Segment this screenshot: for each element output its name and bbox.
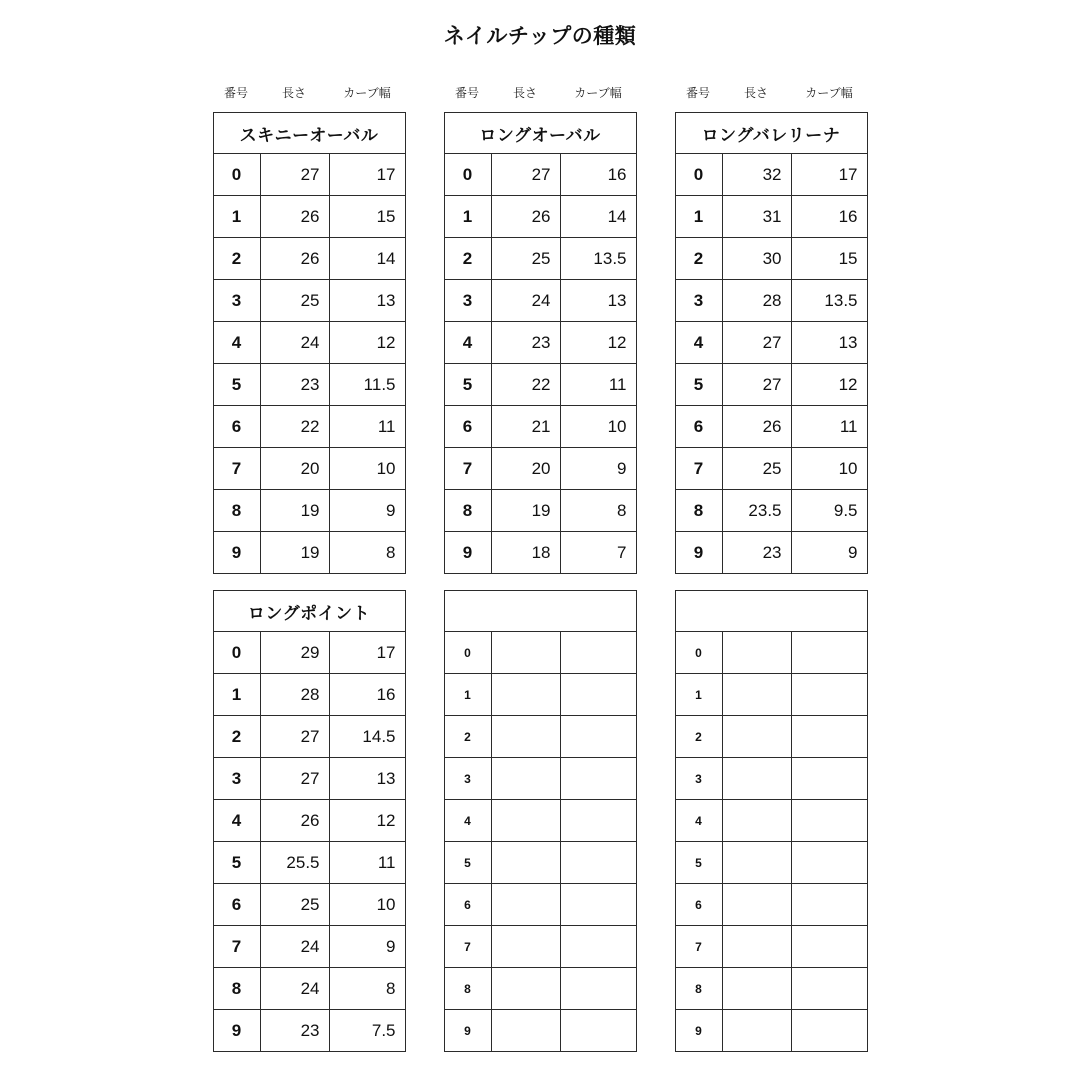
table-row <box>445 364 636 406</box>
length-cell: 25.5 <box>261 842 330 883</box>
length-cell: 24 <box>261 322 330 363</box>
length-cell <box>492 926 561 967</box>
table-row <box>445 884 636 926</box>
curve-width-cell: 17 <box>376 164 396 184</box>
length-cell <box>492 1010 561 1051</box>
row-number-cell: 9 <box>214 1010 261 1051</box>
curve-width-cell: 16 <box>607 164 627 184</box>
column-headers <box>213 86 406 100</box>
table-title: ロングポイント <box>213 590 406 632</box>
table-body <box>213 632 406 1052</box>
length-cell <box>723 674 792 715</box>
curve-width-cell: 13 <box>838 332 858 352</box>
header-curve-width: カーブ幅 <box>805 86 853 100</box>
length-cell <box>723 716 792 757</box>
length-cell: 22 <box>492 364 561 405</box>
row-number-cell: 0 <box>676 632 723 673</box>
length-cell <box>492 968 561 1009</box>
curve-width-cell: 8 <box>617 500 627 520</box>
curve-width-cell: 14 <box>376 248 396 268</box>
row-number-cell: 9 <box>445 1010 492 1051</box>
table-row <box>676 322 867 364</box>
table-row <box>445 406 636 448</box>
length-cell: 26 <box>261 196 330 237</box>
table-skinny-oval <box>213 112 406 574</box>
header-length: 長さ <box>281 86 306 100</box>
curve-width-cell <box>792 926 867 967</box>
row-number-cell: 7 <box>214 926 261 967</box>
table-row <box>676 674 867 716</box>
row-number-cell: 1 <box>214 674 261 715</box>
header-number: 番号 <box>223 86 248 100</box>
curve-width-cell: 15 <box>376 206 396 226</box>
header-curve-width: カーブ幅 <box>343 86 391 100</box>
length-cell <box>723 758 792 799</box>
table-row <box>214 926 405 968</box>
curve-width-cell <box>792 632 867 673</box>
curve-width-cell <box>792 716 867 757</box>
row-number-cell: 5 <box>676 364 723 405</box>
length-cell: 25 <box>723 448 792 489</box>
row-number-cell: 5 <box>445 842 492 883</box>
row-number-cell: 8 <box>214 968 261 1009</box>
table-row <box>445 800 636 842</box>
row-number-cell: 6 <box>445 406 492 447</box>
length-cell: 26 <box>261 800 330 841</box>
row-number-cell: 5 <box>445 364 492 405</box>
length-cell: 27 <box>723 364 792 405</box>
row-number-cell: 2 <box>676 238 723 279</box>
length-cell: 23.5 <box>723 490 792 531</box>
curve-width-cell: 11 <box>839 416 858 436</box>
row-number-cell: 8 <box>676 968 723 1009</box>
length-cell <box>723 842 792 883</box>
table-row <box>676 280 867 322</box>
table-row <box>676 532 867 573</box>
row-number-cell: 2 <box>214 716 261 757</box>
table-long-oval <box>444 112 637 574</box>
table-row <box>214 758 405 800</box>
length-cell: 20 <box>261 448 330 489</box>
curve-width-cell: 9 <box>386 500 396 520</box>
row-number-cell: 4 <box>214 800 261 841</box>
length-cell: 32 <box>723 154 792 195</box>
row-number-cell: 6 <box>676 884 723 925</box>
table-empty-2 <box>675 590 868 1052</box>
curve-width-cell <box>561 632 636 673</box>
row-number-cell: 7 <box>445 448 492 489</box>
table-row <box>676 884 867 926</box>
table-row <box>676 490 867 532</box>
column-headers <box>675 86 868 100</box>
length-cell: 19 <box>261 532 330 573</box>
header-length: 長さ <box>743 86 768 100</box>
curve-width-cell: 14 <box>607 206 627 226</box>
table-row <box>445 926 636 968</box>
table-row <box>445 842 636 884</box>
table-title: スキニーオーバル <box>213 112 406 154</box>
row-number-cell: 8 <box>445 490 492 531</box>
curve-width-cell: 9 <box>848 542 858 562</box>
table-row <box>214 196 405 238</box>
curve-width-cell <box>561 968 636 1009</box>
length-cell: 27 <box>261 716 330 757</box>
row-number-cell: 0 <box>445 632 492 673</box>
row-number-cell: 4 <box>676 322 723 363</box>
table-row <box>676 448 867 490</box>
table-column-3 <box>675 86 868 1052</box>
header-number: 番号 <box>454 86 479 100</box>
row-number-cell: 6 <box>214 884 261 925</box>
curve-width-cell <box>561 1010 636 1051</box>
length-cell <box>492 884 561 925</box>
length-cell <box>492 674 561 715</box>
table-row <box>676 842 867 884</box>
curve-width-cell: 8 <box>386 542 396 562</box>
curve-width-cell: 13 <box>376 290 396 310</box>
table-row <box>676 632 867 674</box>
table-row <box>445 716 636 758</box>
row-number-cell: 8 <box>676 490 723 531</box>
length-cell: 26 <box>261 238 330 279</box>
page-title: ネイルチップの種類 <box>443 25 637 48</box>
table-title <box>675 590 868 632</box>
curve-width-cell: 9.5 <box>833 500 858 520</box>
length-cell: 30 <box>723 238 792 279</box>
curve-width-cell: 16 <box>838 206 858 226</box>
table-row <box>676 1010 867 1051</box>
length-cell <box>723 926 792 967</box>
table-row <box>445 532 636 573</box>
header-length: 長さ <box>512 86 537 100</box>
row-number-cell: 2 <box>214 238 261 279</box>
table-row <box>676 196 867 238</box>
row-number-cell: 1 <box>445 196 492 237</box>
row-number-cell: 4 <box>445 800 492 841</box>
table-row <box>445 490 636 532</box>
length-cell: 21 <box>492 406 561 447</box>
curve-width-cell: 9 <box>617 458 627 478</box>
row-number-cell: 3 <box>676 280 723 321</box>
curve-width-cell: 10 <box>607 416 627 436</box>
curve-width-cell: 8 <box>386 978 396 998</box>
curve-width-cell: 10 <box>838 458 858 478</box>
length-cell <box>723 1010 792 1051</box>
curve-width-cell: 7 <box>617 542 627 562</box>
row-number-cell: 2 <box>676 716 723 757</box>
row-number-cell: 9 <box>445 532 492 573</box>
curve-width-cell <box>792 968 867 1009</box>
table-title: ロングオーバル <box>444 112 637 154</box>
row-number-cell: 7 <box>676 926 723 967</box>
table-row <box>214 490 405 532</box>
length-cell: 27 <box>492 154 561 195</box>
table-row <box>214 406 405 448</box>
row-number-cell: 6 <box>214 406 261 447</box>
table-row <box>676 800 867 842</box>
curve-width-cell: 12 <box>376 332 396 352</box>
row-number-cell: 1 <box>214 196 261 237</box>
curve-width-cell <box>561 842 636 883</box>
length-cell <box>492 800 561 841</box>
curve-width-cell: 11 <box>608 374 627 394</box>
row-number-cell: 3 <box>214 758 261 799</box>
curve-width-cell: 13.5 <box>824 290 858 310</box>
length-cell: 26 <box>492 196 561 237</box>
row-number-cell: 4 <box>676 800 723 841</box>
row-number-cell: 8 <box>445 968 492 1009</box>
curve-width-cell: 11.5 <box>363 374 396 394</box>
row-number-cell: 2 <box>445 716 492 757</box>
curve-width-cell: 17 <box>838 164 858 184</box>
length-cell: 27 <box>261 758 330 799</box>
row-number-cell: 0 <box>445 154 492 195</box>
length-cell: 23 <box>261 364 330 405</box>
curve-width-cell: 17 <box>376 642 396 662</box>
table-row <box>445 632 636 674</box>
curve-width-cell: 10 <box>376 894 396 914</box>
row-number-cell: 9 <box>676 1010 723 1051</box>
table-body <box>444 154 637 574</box>
length-cell <box>492 716 561 757</box>
row-number-cell: 1 <box>676 196 723 237</box>
row-number-cell: 0 <box>676 154 723 195</box>
length-cell <box>492 758 561 799</box>
row-number-cell: 9 <box>676 532 723 573</box>
row-number-cell: 4 <box>445 322 492 363</box>
length-cell: 19 <box>261 490 330 531</box>
table-row <box>676 238 867 280</box>
length-cell: 23 <box>261 1010 330 1051</box>
curve-width-cell: 16 <box>376 684 396 704</box>
table-row <box>445 758 636 800</box>
length-cell <box>723 968 792 1009</box>
table-row <box>214 632 405 674</box>
table-row <box>214 1010 405 1051</box>
table-row <box>445 448 636 490</box>
table-row <box>214 532 405 573</box>
length-cell: 24 <box>261 926 330 967</box>
table-row <box>214 674 405 716</box>
row-number-cell: 0 <box>214 154 261 195</box>
length-cell: 24 <box>492 280 561 321</box>
row-number-cell: 4 <box>214 322 261 363</box>
row-number-cell: 1 <box>445 674 492 715</box>
curve-width-cell <box>792 842 867 883</box>
table-row <box>676 364 867 406</box>
length-cell: 27 <box>261 154 330 195</box>
row-number-cell: 3 <box>445 758 492 799</box>
length-cell: 25 <box>492 238 561 279</box>
row-number-cell: 2 <box>445 238 492 279</box>
table-row <box>445 1010 636 1051</box>
row-number-cell: 0 <box>214 632 261 673</box>
row-number-cell: 7 <box>445 926 492 967</box>
table-row <box>445 154 636 196</box>
table-body <box>675 632 868 1052</box>
header-curve-width: カーブ幅 <box>574 86 622 100</box>
row-number-cell: 7 <box>676 448 723 489</box>
length-cell: 18 <box>492 532 561 573</box>
table-row <box>214 800 405 842</box>
table-row <box>676 716 867 758</box>
curve-width-cell: 12 <box>607 332 627 352</box>
table-row <box>214 280 405 322</box>
table-long-ballerina <box>675 112 868 574</box>
table-empty-1 <box>444 590 637 1052</box>
table-row <box>445 674 636 716</box>
table-row <box>214 842 405 884</box>
curve-width-cell: 9 <box>386 936 396 956</box>
row-number-cell: 8 <box>214 490 261 531</box>
table-row <box>445 280 636 322</box>
length-cell: 28 <box>723 280 792 321</box>
table-row <box>214 716 405 758</box>
curve-width-cell <box>792 800 867 841</box>
curve-width-cell <box>792 1010 867 1051</box>
table-column-2 <box>444 86 637 1052</box>
curve-width-cell <box>561 926 636 967</box>
length-cell: 25 <box>261 280 330 321</box>
curve-width-cell <box>792 884 867 925</box>
table-body <box>675 154 868 574</box>
curve-width-cell <box>561 674 636 715</box>
table-row <box>676 968 867 1010</box>
table-row <box>676 154 867 196</box>
curve-width-cell: 14.5 <box>362 726 396 746</box>
length-cell <box>723 800 792 841</box>
curve-width-cell: 11 <box>377 852 396 872</box>
length-cell: 19 <box>492 490 561 531</box>
row-number-cell: 1 <box>676 674 723 715</box>
length-cell: 23 <box>723 532 792 573</box>
length-cell: 22 <box>261 406 330 447</box>
table-row <box>214 238 405 280</box>
table-row <box>214 884 405 926</box>
length-cell <box>723 884 792 925</box>
row-number-cell: 6 <box>445 884 492 925</box>
length-cell: 27 <box>723 322 792 363</box>
tables-grid <box>0 86 1080 1052</box>
curve-width-cell: 15 <box>838 248 858 268</box>
curve-width-cell <box>561 758 636 799</box>
table-row <box>445 322 636 364</box>
table-row <box>214 448 405 490</box>
length-cell: 20 <box>492 448 561 489</box>
row-number-cell: 7 <box>214 448 261 489</box>
length-cell: 24 <box>261 968 330 1009</box>
table-body <box>213 154 406 574</box>
table-row <box>676 406 867 448</box>
length-cell <box>492 842 561 883</box>
curve-width-cell: 7.5 <box>371 1020 396 1040</box>
length-cell: 28 <box>261 674 330 715</box>
length-cell: 29 <box>261 632 330 673</box>
curve-width-cell <box>561 884 636 925</box>
row-number-cell: 5 <box>214 364 261 405</box>
curve-width-cell <box>561 800 636 841</box>
table-long-point <box>213 590 406 1052</box>
curve-width-cell: 11 <box>377 416 396 436</box>
curve-width-cell: 13 <box>607 290 627 310</box>
curve-width-cell: 13 <box>376 768 396 788</box>
table-title <box>444 590 637 632</box>
table-row <box>676 758 867 800</box>
table-title: ロングバレリーナ <box>675 112 868 154</box>
length-cell: 31 <box>723 196 792 237</box>
curve-width-cell <box>792 674 867 715</box>
curve-width-cell: 10 <box>376 458 396 478</box>
curve-width-cell <box>561 716 636 757</box>
row-number-cell: 3 <box>676 758 723 799</box>
table-row <box>214 364 405 406</box>
row-number-cell: 3 <box>214 280 261 321</box>
length-cell: 25 <box>261 884 330 925</box>
row-number-cell: 3 <box>445 280 492 321</box>
row-number-cell: 6 <box>676 406 723 447</box>
table-body <box>444 632 637 1052</box>
table-row <box>445 196 636 238</box>
table-row <box>676 926 867 968</box>
table-row <box>214 968 405 1010</box>
length-cell <box>492 632 561 673</box>
table-column-1 <box>213 86 406 1052</box>
row-number-cell: 5 <box>676 842 723 883</box>
curve-width-cell: 12 <box>838 374 858 394</box>
curve-width-cell: 13.5 <box>593 248 627 268</box>
table-row <box>445 238 636 280</box>
header-number: 番号 <box>685 86 710 100</box>
length-cell: 26 <box>723 406 792 447</box>
column-headers <box>444 86 637 100</box>
length-cell <box>723 632 792 673</box>
row-number-cell: 9 <box>214 532 261 573</box>
length-cell: 23 <box>492 322 561 363</box>
table-row <box>214 322 405 364</box>
curve-width-cell: 12 <box>376 810 396 830</box>
table-row <box>445 968 636 1010</box>
table-row <box>214 154 405 196</box>
row-number-cell: 5 <box>214 842 261 883</box>
curve-width-cell <box>792 758 867 799</box>
